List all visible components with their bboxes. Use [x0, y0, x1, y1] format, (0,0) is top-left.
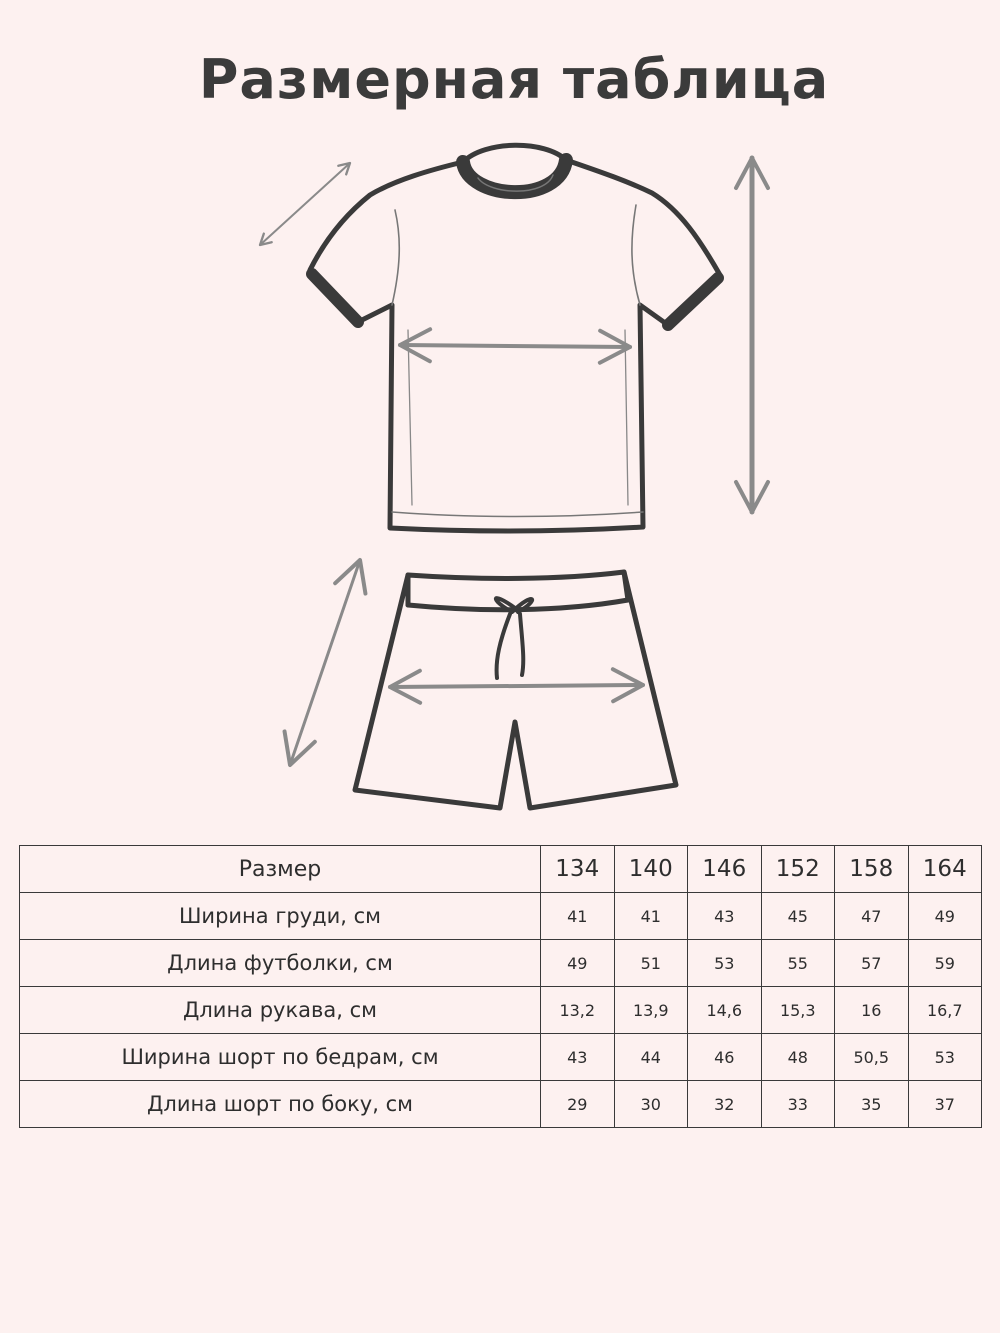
table-row — [20, 987, 982, 1034]
header-size-label: Размер — [20, 846, 541, 893]
table-cell: 13,2 — [541, 987, 615, 1034]
header-size-134: 134 — [541, 846, 615, 893]
table-row — [20, 940, 982, 987]
table-cell: 32 — [688, 1081, 762, 1128]
table-cell: 16 — [835, 987, 909, 1034]
table-cell: 41 — [614, 893, 688, 940]
table-row — [20, 1081, 982, 1128]
row-label: Ширина груди, см — [20, 893, 541, 940]
table-cell: 43 — [541, 1034, 615, 1081]
t-shirt-icon — [310, 145, 720, 531]
header-size-152: 152 — [761, 846, 835, 893]
table-cell: 41 — [541, 893, 615, 940]
row-label: Длина рукава, см — [20, 987, 541, 1034]
table-cell: 35 — [835, 1081, 909, 1128]
table-cell: 50,5 — [835, 1034, 909, 1081]
table-row — [20, 893, 982, 940]
table-header-row — [20, 846, 982, 893]
table-cell: 30 — [614, 1081, 688, 1128]
page-title: Размерная таблица — [198, 48, 830, 111]
table-cell: 43 — [688, 893, 762, 940]
table-cell: 33 — [761, 1081, 835, 1128]
table-cell: 55 — [761, 940, 835, 987]
size-table — [19, 845, 982, 1128]
table-cell: 59 — [908, 940, 982, 987]
table-cell: 16,7 — [908, 987, 982, 1034]
table-cell: 53 — [688, 940, 762, 987]
table-cell: 53 — [908, 1034, 982, 1081]
header-size-158: 158 — [835, 846, 909, 893]
table-cell: 15,3 — [761, 987, 835, 1034]
shorts-icon — [355, 572, 676, 808]
row-label: Длина шорт по боку, см — [20, 1081, 541, 1128]
table-cell: 49 — [908, 893, 982, 940]
table-cell: 49 — [541, 940, 615, 987]
table-cell: 46 — [688, 1034, 762, 1081]
table-row — [20, 1034, 982, 1081]
table-cell: 44 — [614, 1034, 688, 1081]
header-size-164: 164 — [908, 846, 982, 893]
table-cell: 37 — [908, 1081, 982, 1128]
row-label: Ширина шорт по бедрам, см — [20, 1034, 541, 1081]
row-label: Длина футболки, см — [20, 940, 541, 987]
header-size-140: 140 — [614, 846, 688, 893]
table-cell: 14,6 — [688, 987, 762, 1034]
table-cell: 57 — [835, 940, 909, 987]
table-cell: 29 — [541, 1081, 615, 1128]
table-cell: 51 — [614, 940, 688, 987]
table-cell: 48 — [761, 1034, 835, 1081]
table-cell: 45 — [761, 893, 835, 940]
header-size-146: 146 — [688, 846, 762, 893]
table-cell: 13,9 — [614, 987, 688, 1034]
table-cell: 47 — [835, 893, 909, 940]
